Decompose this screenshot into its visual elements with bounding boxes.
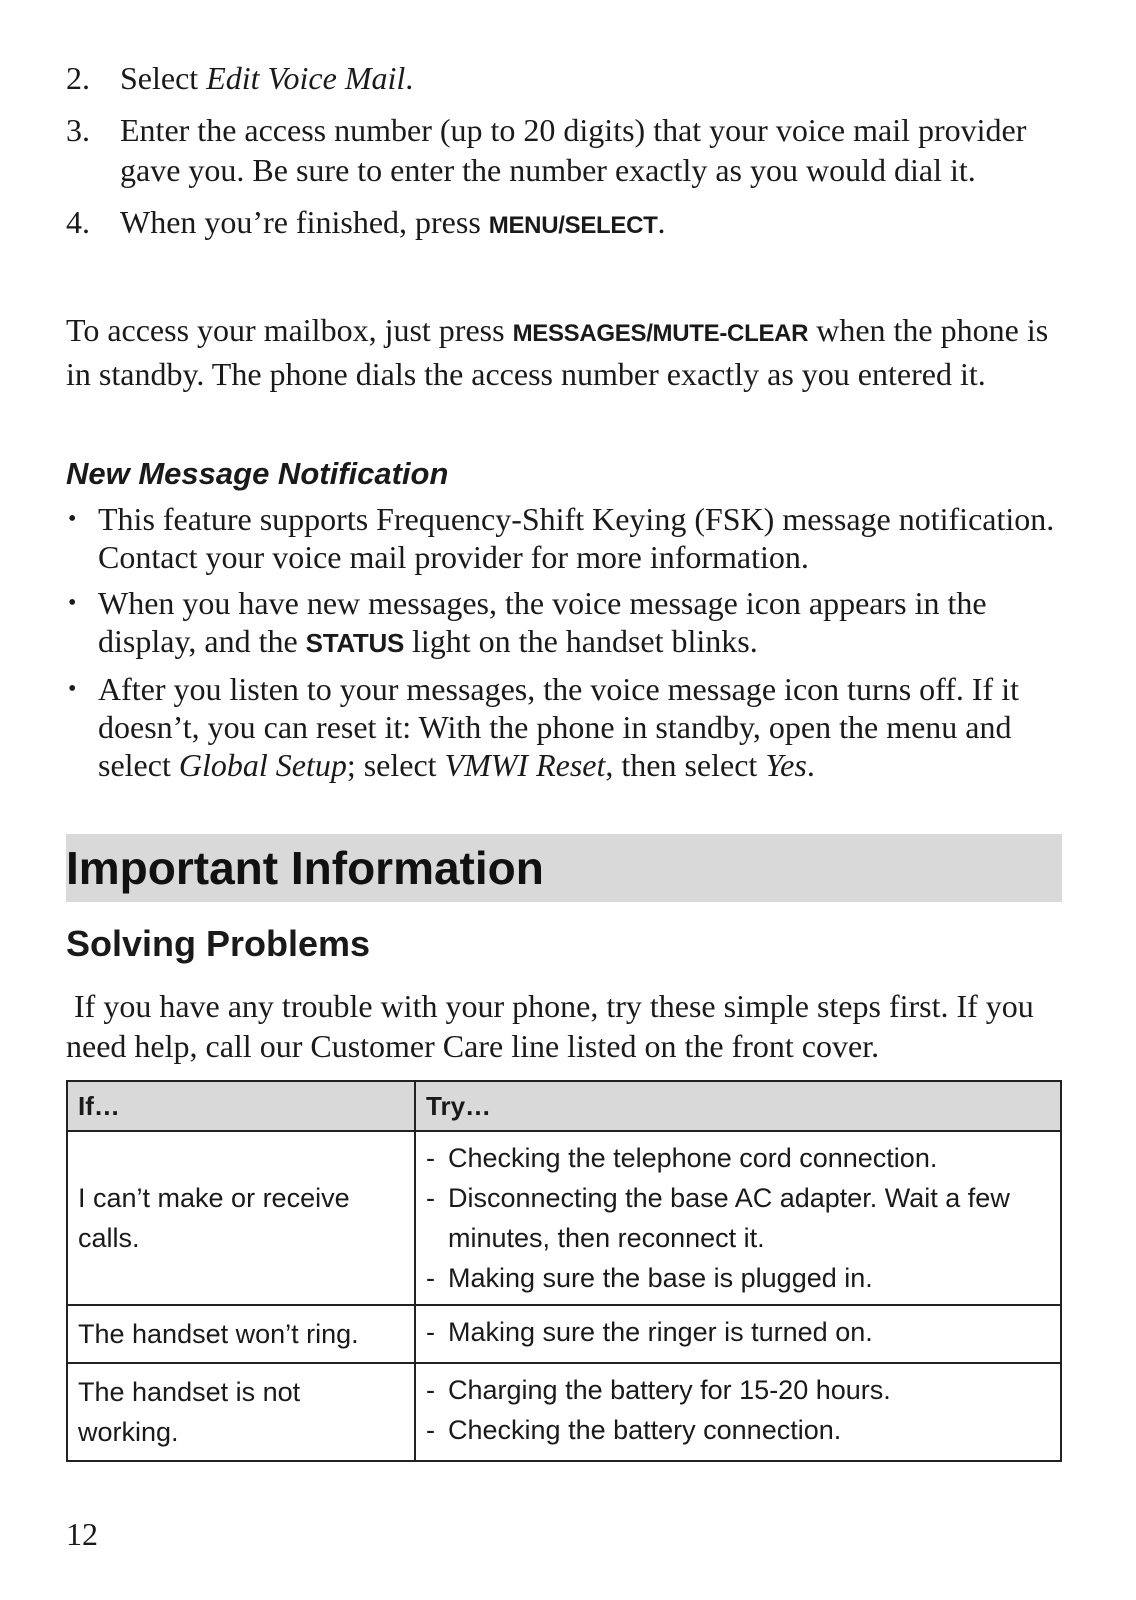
- bullet-text: This feature supports Frequency-Shift Keying (FSK) message notification. Contact your voice mail provider for more information.: [98, 501, 1055, 575]
- section-title: Important Information: [66, 842, 544, 894]
- solving-problems-heading: Solving Problems: [66, 923, 371, 964]
- dash-glyph: -: [426, 1375, 435, 1405]
- step-number: 4.: [66, 204, 90, 240]
- step-punct: .: [657, 204, 666, 240]
- troubleshooting-table: [66, 1080, 1062, 1462]
- dash-glyph: -: [426, 1143, 435, 1173]
- mailbox-text: To access your mailbox, just press: [66, 312, 513, 348]
- new-message-heading: New Message Notification: [66, 456, 449, 491]
- key-messages-mute-clear: MESSAGES/MUTE-CLEAR: [512, 320, 809, 347]
- bullet-glyph: •: [68, 506, 77, 532]
- step-number: 3.: [66, 112, 90, 148]
- steps-list: [66, 58, 1066, 258]
- section-header-bar: [66, 834, 1062, 902]
- bullet-text: When you have new messages, the voice message icon appears in the display, and the: [98, 585, 987, 659]
- bullet-item: [66, 500, 1066, 576]
- step-item: [66, 202, 1066, 246]
- solution-text: Charging the battery for 15-20 hours.: [448, 1375, 891, 1405]
- dash-glyph: -: [426, 1183, 435, 1213]
- solving-intro: If you have any trouble with your phone, try these simple steps first. If you need help, call our Customer Care line listed on the front cover.: [66, 988, 1042, 1064]
- step-number: 2.: [66, 60, 90, 96]
- notification-bullets: [66, 500, 1066, 792]
- solution-item: [426, 1410, 1050, 1450]
- step-text: Select: [120, 60, 207, 96]
- column-header-try: Try…: [415, 1081, 1061, 1131]
- key-menu-select: MENU/SELECT: [488, 212, 658, 239]
- dash-glyph: -: [426, 1317, 435, 1347]
- bullet-text-mid: ; select: [346, 747, 445, 783]
- step-text: Enter the access number (up to 20 digits) that your voice mail provider gave you. Be sure to enter the number exactly as you would dial it.: [120, 112, 1027, 188]
- solution-text: Checking the battery connection.: [448, 1415, 842, 1445]
- bullet-text: After you listen to your messages, the voice message icon turns off. If it doesn’t, you can reset it: With the phone in standby, open the menu and select: [98, 671, 1019, 783]
- step-item: [66, 110, 1066, 190]
- solution-text: Making sure the ringer is turned on.: [448, 1317, 873, 1347]
- solution-cell: [415, 1131, 1061, 1305]
- solution-text: Disconnecting the base AC adapter. Wait a few minutes, then reconnect it.: [448, 1183, 1010, 1253]
- dash-glyph: -: [426, 1415, 435, 1445]
- table-row: [67, 1131, 1061, 1305]
- solution-item: [426, 1258, 1050, 1298]
- dash-glyph: -: [426, 1263, 435, 1293]
- menu-option-vmwi-reset: VMWI Reset: [444, 747, 606, 783]
- bullet-text-end: .: [806, 747, 815, 783]
- bullet-item: [66, 670, 1066, 784]
- problem-cell: The handset won’t ring.: [67, 1305, 415, 1363]
- step-punct: .: [405, 60, 414, 96]
- menu-option-global-setup: Global Setup: [178, 747, 347, 783]
- key-status: STATUS: [305, 628, 404, 658]
- table-row: [67, 1363, 1061, 1461]
- problem-cell: The handset is not working.: [67, 1363, 415, 1461]
- solution-cell: [415, 1363, 1061, 1461]
- bullet-item: [66, 584, 1066, 662]
- solution-text: Checking the telephone cord connection.: [448, 1143, 938, 1173]
- solution-cell: [415, 1305, 1061, 1363]
- solution-item: [426, 1312, 1050, 1352]
- bullet-glyph: •: [68, 676, 77, 702]
- table-row: [67, 1305, 1061, 1363]
- solution-item: [426, 1138, 1050, 1178]
- table-header-row: [67, 1081, 1061, 1131]
- mailbox-text-end: when the phone is in standby. The phone dials the access number exactly as you entered it.: [66, 312, 1049, 392]
- problem-cell: I can’t make or receive calls.: [67, 1131, 415, 1305]
- bullet-glyph: •: [68, 590, 77, 616]
- bullet-text-end: light on the handset blinks.: [404, 623, 758, 659]
- solution-item: [426, 1178, 1050, 1258]
- page-number: 12: [66, 1516, 98, 1552]
- step-text: When you’re finished, press: [120, 204, 489, 240]
- menu-option-yes: Yes: [765, 747, 807, 783]
- step-item: [66, 58, 1066, 98]
- solution-item: [426, 1370, 1050, 1410]
- bullet-text-mid: , then select: [605, 747, 766, 783]
- solution-text: Making sure the base is plugged in.: [448, 1263, 873, 1293]
- column-header-if: If…: [67, 1081, 415, 1131]
- menu-option-edit-voice-mail: Edit Voice Mail: [206, 60, 406, 96]
- mailbox-paragraph: [66, 310, 1066, 394]
